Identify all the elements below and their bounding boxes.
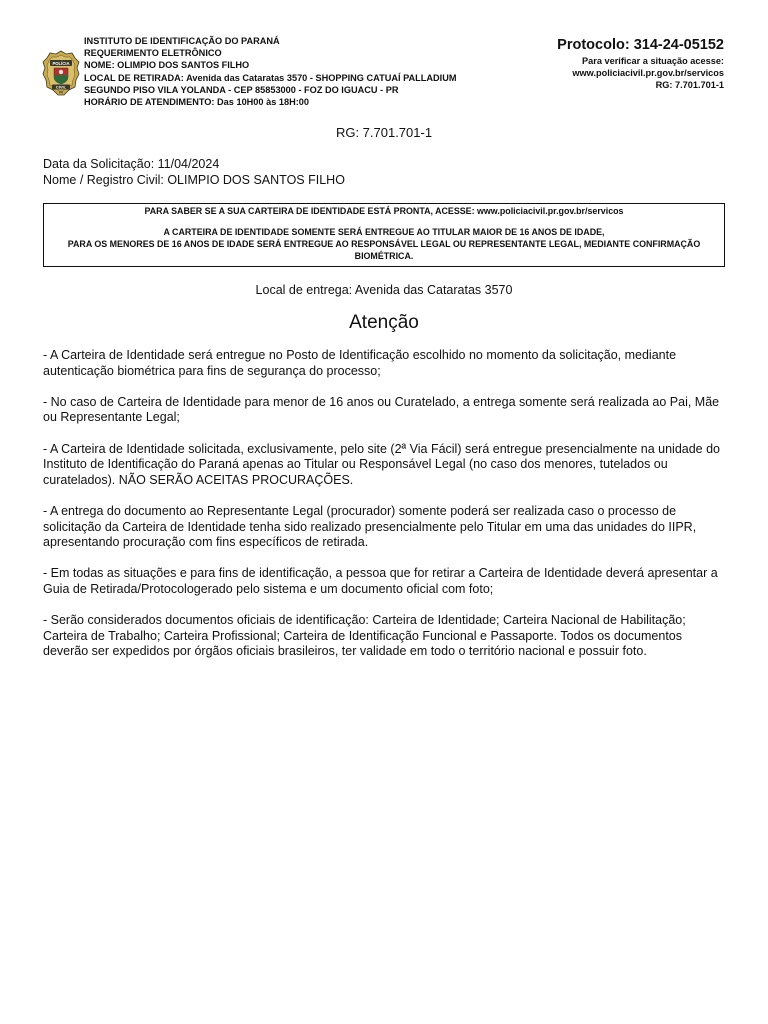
attention-title: Atenção [349, 312, 419, 333]
verify-url: www.policiacivil.pr.gov.br/servicos [572, 68, 724, 79]
rg-number: RG: 7.701.701-1 [335, 125, 433, 140]
protocol-rg: RG: 7.701.701-1 [655, 80, 724, 91]
verify-label: Para verificar a situação acesse: [582, 56, 724, 66]
rule-paragraph: - No caso de Carteira de Identidade para menor de 16 anos ou Curatelado, a entrega somente será realizada ao Pai, Mãe ou Representante Legal; [43, 394, 720, 425]
header-info [84, 35, 457, 108]
badge-state-text: PR [58, 90, 64, 95]
request-info [43, 157, 345, 188]
applicant-name: NOME: OLIMPIO DOS SANTOS FILHO [84, 60, 250, 71]
attention-rules [43, 348, 727, 675]
delivery-place: Local de entrega: Avenida das Cataratas 3570 [255, 283, 513, 297]
opening-hours: HORÁRIO DE ATENDIMENTO: Das 10H00 às 18H:00 [84, 97, 309, 108]
policia-civil-badge-icon [42, 50, 80, 96]
badge-bottom-text: CIVIL [55, 84, 67, 90]
request-date: Data da Solicitação: 11/04/2024 [43, 157, 220, 171]
notice-spacer [44, 217, 724, 226]
pickup-location: LOCAL DE RETIRADA: Avenida das Cataratas 3570 - SHOPPING CATUAÍ PALLADIUM [84, 72, 457, 83]
pickup-address: SEGUNDO PISO VILA YOLANDA - CEP 85853000 - FOZ DO IGUACU - PR [84, 84, 399, 95]
institute-name: INSTITUTO DE IDENTIFICAÇÃO DO PARANÁ [84, 36, 280, 46]
civil-registry-name: Nome / Registro Civil: OLIMPIO DOS SANTOS FILHO [43, 172, 345, 187]
rule-paragraph: - A Carteira de Identidade será entregue no Posto de Identificação escolhido no momento da solicitação, mediante autenticação biométrica para fins de segurança do processo; [43, 348, 677, 378]
request-type: REQUERIMENTO ELETRÔNICO [84, 48, 222, 59]
rule-paragraph: - A Carteira de Identidade solicitada, exclusivamente, pelo site (2ª Via Fácil) será entregue presencialmente na unidade do Instituto de Identificação do Paraná apenas ao Titular ou Responsável Legal (no caso dos menores, tutelados ou curatelados). NÃO SERÃO ACEITAS PROCURAÇÕES. [43, 441, 721, 487]
rule-paragraph: - Serão considerados documentos oficiais de identificação: Carteira de Identidade; Carteira Nacional de Habilitação; Carteira de Trabalho; Carteira Profissional; Carteira de Identificação Funcional e Passaporte. Todos os documentos deverão ser expedidos por órgãos oficiais brasileiros, ter validade em todo o território nacional e possuir foto. [43, 613, 686, 659]
notice-adult-rule: A CARTEIRA DE IDENTIDADE SOMENTE SERÁ ENTREGUE AO TITULAR MAIOR DE 16 ANOS DE IDADE, [163, 227, 605, 237]
protocol-block [557, 35, 724, 92]
notice-status-line: PARA SABER SE A SUA CARTEIRA DE IDENTIDADE ESTÁ PRONTA, ACESSE: www.policiacivil.pr.gov.br/servicos [144, 206, 624, 216]
notice-box [43, 203, 725, 267]
notice-delivery-rule [44, 226, 724, 262]
badge-top-text: POLÍCIA [52, 61, 70, 66]
notice-minor-rule: PARA OS MENORES DE 16 ANOS DE IDADE SERÁ ENTREGUE AO RESPONSÁVEL LEGAL OU REPRESENTANTE LEGAL, MEDIANTE CONFIRMAÇÃO BIOMÉTRICA. [67, 239, 701, 261]
protocol-number: Protocolo: 314-24-05152 [557, 37, 724, 53]
rule-paragraph: - A entrega do documento ao Representante Legal (procurador) somente poderá ser realizada caso o processo de solicitação da Carteira de Identidade tenha sido realizado presencialmente pelo Titular em uma das unidades do IIPR, apresentando procuração com fins específicos de retirada. [43, 503, 697, 550]
rule-paragraph: - Em todas as situações e para fins de identificação, a pessoa que for retirar a Carteira de Identidade deverá apresentar a Guia de Retirada/Protocologerado pelo sistema e um documento oficial com foto; [43, 566, 718, 596]
